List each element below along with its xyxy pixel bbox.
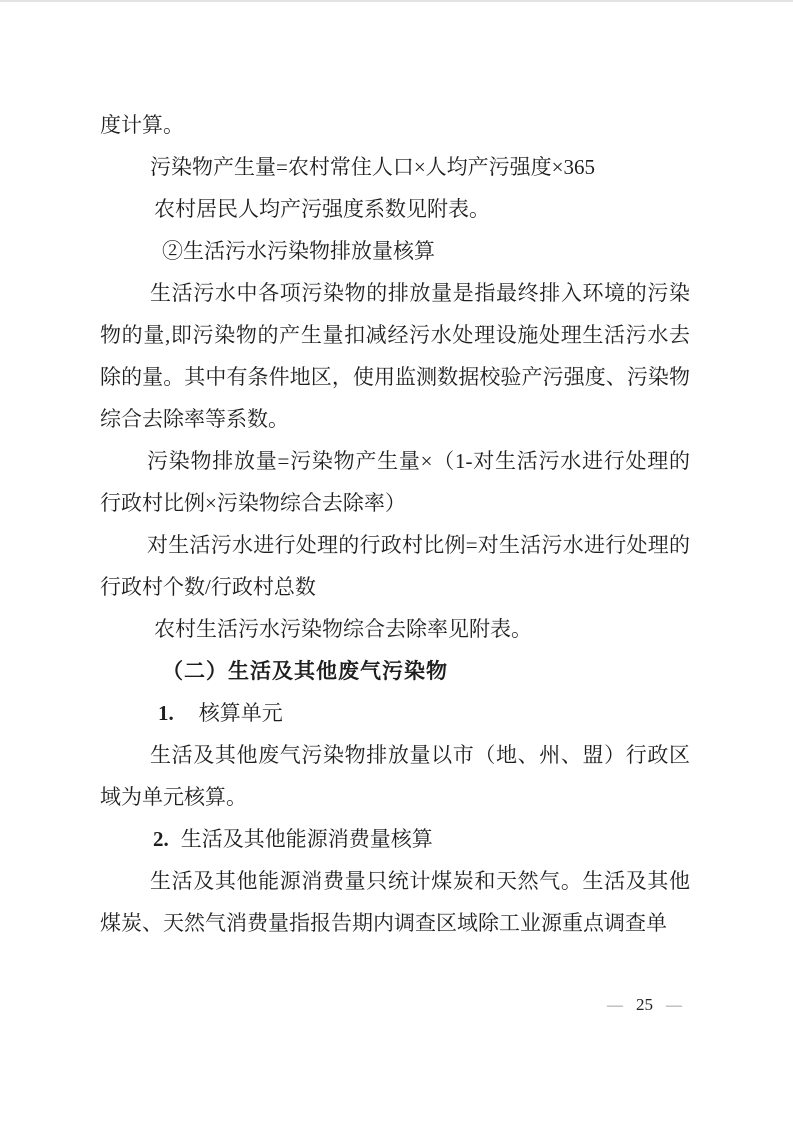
item-1-number: 1. — [158, 701, 174, 725]
paragraph-wastewater-emission: 生活污水中各项污染物的排放量是指最终排入环境的污染物的量,即污染物的产生量扣减经污水处理设施处理生活污水去除的量。其中有条件地区，使用监测数据校验产污强度、污染物综合去除率等系数。 — [100, 281, 690, 431]
item-2-label: 生活及其他能源消费量核算 — [180, 827, 433, 851]
paragraph-continuation: 度计算。 — [100, 113, 184, 137]
formula-pollutant-generation: 污染物产生量=农村常住人口×人均产污强度×365 — [150, 155, 596, 179]
numbered-item-2 — [100, 818, 690, 860]
page-number: 25 — [636, 995, 653, 1014]
numbered-item-1 — [100, 692, 690, 734]
formula-pollutant-discharge: 污染物排放量=污染物产生量×（1-对生活污水进行处理的行政村比例×污染物综合去除率） — [100, 449, 690, 515]
formula-village-ratio: 对生活污水进行处理的行政村比例=对生活污水进行处理的行政村个数/行政村总数 — [100, 533, 690, 599]
page-footer — [607, 995, 682, 1015]
footer-dash-left: — — [607, 997, 623, 1014]
line-removal-rate-note: 农村生活污水污染物综合去除率见附表。 — [154, 617, 532, 641]
line-coefficient-note: 农村居民人均产污强度系数见附表。 — [154, 197, 490, 221]
paragraph-energy-consumption: 生活及其他能源消费量只统计煤炭和天然气。生活及其他煤炭、天然气消费量指报告期内调查区域除工业源重点调查单 — [100, 869, 690, 935]
section-heading-2: （二）生活及其他废气污染物 — [162, 659, 448, 683]
item-circled-2: ②生活污水污染物排放量核算 — [162, 239, 435, 263]
page-body — [100, 104, 690, 944]
scan-edge-line — [0, 0, 793, 2]
paragraph-accounting-unit: 生活及其他废气污染物排放量以市（地、州、盟）行政区域为单元核算。 — [100, 743, 690, 809]
footer-dash-right: — — [666, 997, 682, 1014]
item-2-number: 2. — [153, 827, 169, 851]
item-1-label: 核算单元 — [198, 701, 283, 725]
